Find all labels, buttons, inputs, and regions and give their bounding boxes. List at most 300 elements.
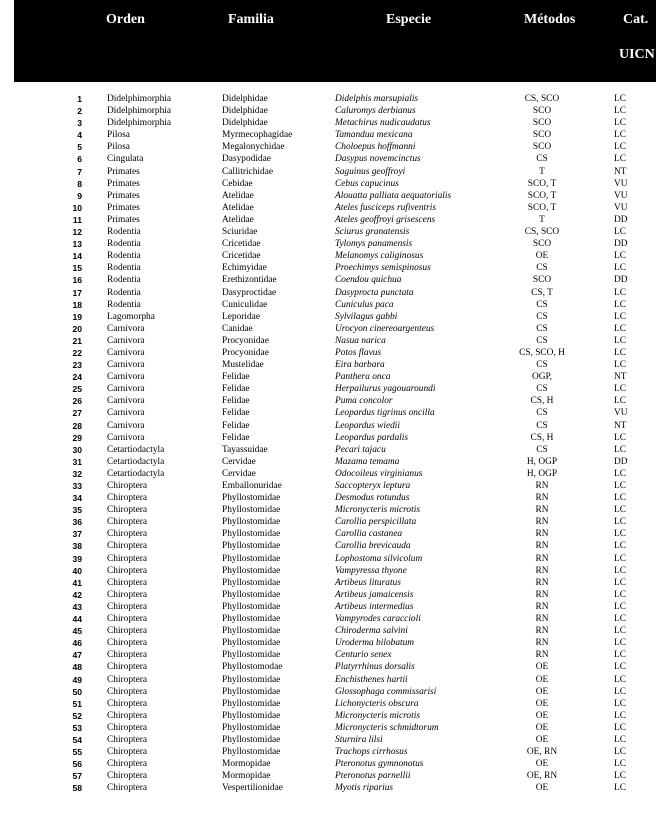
table-body <box>0 93 656 794</box>
table-row <box>0 601 656 613</box>
cell-orden: Chiroptera <box>107 626 148 637</box>
row-number: 5 <box>77 142 82 153</box>
row-number: 22 <box>72 347 82 358</box>
cell-familia: Mormopidae <box>222 771 271 782</box>
table-row <box>0 274 656 286</box>
cell-metodos: OE <box>535 710 549 721</box>
cell-orden: Chiroptera <box>107 747 148 758</box>
table-row <box>0 565 656 577</box>
table-row <box>0 782 656 794</box>
cell-metodos: OE <box>535 674 549 685</box>
cell-cat: LC <box>614 601 626 612</box>
cell-cat: VU <box>614 408 628 419</box>
header-uicn: UICN <box>619 47 655 62</box>
cell-cat: LC <box>614 722 626 733</box>
cell-especie: Carollia castanea <box>335 529 403 540</box>
cell-orden: Chiroptera <box>107 517 148 528</box>
cell-especie: Micronycteris microtis <box>335 505 420 516</box>
cell-metodos: OE, RN <box>526 747 558 758</box>
row-number: 45 <box>72 626 82 637</box>
cell-metodos: RN <box>535 626 549 637</box>
cell-especie: Lichonycteris obscura <box>335 698 419 709</box>
cell-especie: Carollia brevicauda <box>335 541 411 552</box>
row-number: 48 <box>72 662 82 673</box>
cell-orden: Carnivora <box>107 420 145 431</box>
cell-familia: Phyllostomidae <box>222 517 281 528</box>
row-number: 24 <box>72 372 82 383</box>
row-number: 8 <box>77 178 82 189</box>
cell-especie: Caluromys derbianus <box>335 106 416 117</box>
cell-especie: Tamandua mexicana <box>335 130 413 141</box>
cell-cat: LC <box>614 771 626 782</box>
cell-metodos: OE <box>535 251 549 262</box>
cell-especie: Puma concolor <box>335 396 393 407</box>
table-row <box>0 456 656 468</box>
cell-orden: Carnivora <box>107 372 145 383</box>
cell-especie: Tylomys panamensis <box>335 239 413 250</box>
cell-familia: Felidae <box>222 432 250 443</box>
cell-metodos: CS <box>536 444 548 455</box>
cell-cat: LC <box>614 553 626 564</box>
table-row <box>0 250 656 262</box>
cell-especie: Sylvilagus gabbi <box>335 311 398 322</box>
cell-metodos: RN <box>535 481 549 491</box>
cell-metodos: RN <box>535 541 549 552</box>
cell-familia: Phyllostomidae <box>222 493 281 504</box>
table-row <box>0 323 656 335</box>
row-number: 1 <box>77 94 82 104</box>
cell-familia: Didelphidae <box>222 106 268 117</box>
cell-cat: LC <box>614 626 626 637</box>
row-number: 13 <box>72 239 82 250</box>
cell-cat: LC <box>614 565 626 576</box>
cell-especie: Ateles fusciceps rufiventris <box>335 202 437 213</box>
cell-orden: Chiroptera <box>107 710 148 721</box>
cell-familia: Dasyproctidae <box>222 287 277 298</box>
cell-cat: LC <box>614 118 626 129</box>
table-row <box>0 468 656 480</box>
table-row <box>0 395 656 407</box>
cell-metodos: OE <box>535 662 549 673</box>
cell-especie: Dasyprocta punctata <box>335 287 414 298</box>
cell-familia: Phyllostomidae <box>222 674 281 685</box>
cell-metodos: CS <box>536 408 548 419</box>
cell-especie: Coendou quichua <box>335 275 402 286</box>
cell-orden: Rodentia <box>107 263 141 274</box>
cell-metodos: OGP, <box>531 372 553 383</box>
cell-especie: Uroderma bilobatum <box>335 638 415 649</box>
cell-familia: Felidae <box>222 408 250 419</box>
table-row <box>0 407 656 419</box>
row-number: 57 <box>72 771 82 782</box>
cell-orden: Carnivora <box>107 432 145 443</box>
row-number: 18 <box>72 299 82 310</box>
cell-cat: LC <box>614 142 626 153</box>
row-number: 32 <box>72 468 82 479</box>
row-number: 3 <box>77 118 82 129</box>
cell-familia: Phyllostomidae <box>222 565 281 576</box>
cell-orden: Chiroptera <box>107 529 148 540</box>
cell-familia: Phyllostomidae <box>222 650 281 661</box>
row-number: 50 <box>72 686 82 697</box>
cell-orden: Rodentia <box>107 287 141 298</box>
table-row <box>0 625 656 637</box>
cell-familia: Phyllostomodae <box>222 662 283 673</box>
table-row <box>0 105 656 117</box>
row-number: 19 <box>72 311 82 322</box>
table-row <box>0 202 656 214</box>
cell-cat: NT <box>614 372 627 383</box>
cell-cat: LC <box>614 432 626 443</box>
table-row <box>0 674 656 686</box>
cell-orden: Chiroptera <box>107 505 148 516</box>
cell-cat: NT <box>614 420 627 431</box>
cell-cat: LC <box>614 759 626 770</box>
cell-cat: LC <box>614 589 626 600</box>
cell-orden: Primates <box>107 166 140 177</box>
row-number: 36 <box>72 517 82 528</box>
cell-metodos: CS <box>536 263 548 274</box>
cell-familia: Cricetidae <box>222 239 261 250</box>
cell-metodos: SCO, T <box>527 178 557 189</box>
row-number: 11 <box>72 214 82 225</box>
cell-familia: Phyllostomidae <box>222 589 281 600</box>
header-metodos: Métodos <box>524 12 576 27</box>
cell-familia: Felidae <box>222 384 250 395</box>
cell-cat: DD <box>614 275 628 286</box>
cell-familia: Megalonychidae <box>222 142 285 153</box>
cell-especie: Cebus capucinus <box>335 178 399 189</box>
cell-metodos: RN <box>535 517 549 528</box>
table-row <box>0 589 656 601</box>
cell-familia: Atelidae <box>222 190 254 201</box>
cell-familia: Procyonidae <box>222 347 269 358</box>
cell-especie: Urocyon cinereoargenteus <box>335 323 435 334</box>
cell-familia: Phyllostomidae <box>222 553 281 564</box>
cell-cat: LC <box>614 94 626 104</box>
cell-metodos: CS <box>536 299 548 310</box>
cell-orden: Chiroptera <box>107 674 148 685</box>
cell-orden: Chiroptera <box>107 601 148 612</box>
row-number: 7 <box>77 166 82 177</box>
cell-orden: Chiroptera <box>107 577 148 588</box>
cell-especie: Artibeus lituratus <box>335 577 401 588</box>
cell-cat: LC <box>614 541 626 552</box>
cell-orden: Chiroptera <box>107 783 148 794</box>
cell-especie: Leopardus wiedii <box>335 420 401 431</box>
cell-metodos: RN <box>535 650 549 661</box>
row-number: 58 <box>72 783 82 794</box>
table-row <box>0 166 656 178</box>
cell-especie: Pteronotus gymnonotus <box>335 759 424 770</box>
cell-familia: Echimyidae <box>222 263 267 274</box>
table-row <box>0 770 656 782</box>
table-row <box>0 444 656 456</box>
cell-cat: LC <box>614 686 626 697</box>
cell-especie: Odocoileus virginianus <box>335 468 423 479</box>
cell-especie: Eira barbara <box>335 360 385 371</box>
table-row <box>0 734 656 746</box>
cell-familia: Emballonuridae <box>222 481 282 491</box>
cell-familia: Sciuridae <box>222 227 258 238</box>
cell-especie: Enchisthenes hartii <box>335 674 408 685</box>
cell-familia: Mormopidae <box>222 759 271 770</box>
cell-familia: Felidae <box>222 396 250 407</box>
cell-familia: Tayassuidae <box>222 444 268 455</box>
cell-orden: Chiroptera <box>107 759 148 770</box>
cell-especie: Lophostoma silvicolum <box>335 553 423 564</box>
row-number: 56 <box>72 759 82 770</box>
cell-especie: Ateles geoffroyi grisescens <box>335 214 436 225</box>
cell-orden: Carnivora <box>107 323 145 334</box>
cell-especie: Metachirus nudicaudatus <box>335 118 431 129</box>
table-row <box>0 371 656 383</box>
cell-cat: LC <box>614 263 626 274</box>
cell-cat: LC <box>614 154 626 165</box>
table-row <box>0 698 656 710</box>
cell-cat: VU <box>614 190 628 201</box>
cell-metodos: OE <box>535 783 549 794</box>
header-orden: Orden <box>106 12 145 27</box>
table-row <box>0 214 656 226</box>
row-number: 27 <box>72 408 82 419</box>
table-row <box>0 553 656 565</box>
cell-especie: Glossophaga commissarisi <box>335 686 437 697</box>
cell-familia: Didelphidae <box>222 118 268 129</box>
cell-cat: LC <box>614 335 626 346</box>
cell-orden: Didelphimorphia <box>107 118 172 129</box>
cell-familia: Phyllostomidae <box>222 638 281 649</box>
cell-cat: NT <box>614 166 627 177</box>
cell-especie: Saccopteryx leptura <box>335 481 411 491</box>
cell-especie: Sturnira lilsi <box>335 734 383 745</box>
cell-familia: Cricetidae <box>222 251 261 262</box>
cell-especie: Trachops cirrhosus <box>335 747 408 758</box>
cell-orden: Primates <box>107 214 140 225</box>
cell-cat: LC <box>614 493 626 504</box>
row-number: 37 <box>72 529 82 540</box>
cell-cat: LC <box>614 614 626 625</box>
cell-orden: Carnivora <box>107 384 145 395</box>
cell-familia: Leporidae <box>222 311 260 322</box>
table-row <box>0 649 656 661</box>
cell-familia: Atelidae <box>222 202 254 213</box>
cell-familia: Phyllostomidae <box>222 601 281 612</box>
header-familia: Familia <box>228 12 274 27</box>
row-number: 49 <box>72 674 82 685</box>
table-row <box>0 661 656 673</box>
table-row <box>0 117 656 129</box>
row-number: 40 <box>72 565 82 576</box>
cell-metodos: RN <box>535 614 549 625</box>
cell-orden: Chiroptera <box>107 771 148 782</box>
cell-orden: Cetartiodactyla <box>107 456 165 467</box>
cell-metodos: RN <box>535 493 549 504</box>
table-row <box>0 432 656 444</box>
row-number: 41 <box>72 577 82 588</box>
table-row <box>0 262 656 274</box>
cell-cat: LC <box>614 734 626 745</box>
cell-cat: LC <box>614 517 626 528</box>
cell-especie: Carollia perspicillata <box>335 517 417 528</box>
row-number: 16 <box>72 275 82 286</box>
cell-especie: Leopardus pardalis <box>335 432 409 443</box>
cell-especie: Chiroderma salvini <box>335 626 408 637</box>
row-number: 44 <box>72 614 82 625</box>
cell-metodos: SCO <box>532 118 552 129</box>
cell-orden: Chiroptera <box>107 722 148 733</box>
table-row <box>0 686 656 698</box>
cell-cat: LC <box>614 396 626 407</box>
cell-metodos: SCO <box>532 142 552 153</box>
cell-especie: Vampyressa thyone <box>335 565 407 576</box>
table-row <box>0 359 656 371</box>
row-number: 38 <box>72 541 82 552</box>
table-row <box>0 347 656 359</box>
row-number: 29 <box>72 432 82 443</box>
table-row <box>0 383 656 395</box>
cell-familia: Procyonidae <box>222 335 269 346</box>
cell-especie: Artibeus jamaicensis <box>335 589 414 600</box>
row-number: 51 <box>72 698 82 709</box>
table-row <box>0 226 656 238</box>
cell-cat: LC <box>614 638 626 649</box>
cell-cat: LC <box>614 468 626 479</box>
row-number: 39 <box>72 553 82 564</box>
row-number: 35 <box>72 505 82 516</box>
cell-orden: Rodentia <box>107 227 141 238</box>
cell-orden: Chiroptera <box>107 638 148 649</box>
cell-cat: LC <box>614 505 626 516</box>
cell-cat: LC <box>614 481 626 491</box>
cell-cat: VU <box>614 178 628 189</box>
row-number: 14 <box>72 251 82 262</box>
cell-familia: Felidae <box>222 420 250 431</box>
cell-familia: Phyllostomidae <box>222 626 281 637</box>
cell-orden: Primates <box>107 190 140 201</box>
cell-orden: Chiroptera <box>107 481 148 491</box>
table-row <box>0 540 656 552</box>
cell-orden: Cetartiodactyla <box>107 468 165 479</box>
cell-familia: Felidae <box>222 372 250 383</box>
table-row <box>0 613 656 625</box>
table-row <box>0 420 656 432</box>
cell-orden: Carnivora <box>107 347 145 358</box>
table-row <box>0 722 656 734</box>
row-number: 31 <box>72 456 82 467</box>
cell-metodos: CS <box>536 311 548 322</box>
cell-metodos: CS, H <box>530 396 554 407</box>
cell-orden: Rodentia <box>107 251 141 262</box>
cell-familia: Phyllostomidae <box>222 541 281 552</box>
cell-orden: Carnivora <box>107 408 145 419</box>
cell-familia: Phyllostomidae <box>222 614 281 625</box>
cell-orden: Primates <box>107 202 140 213</box>
cell-metodos: OE <box>535 722 549 733</box>
cell-orden: Cingulata <box>107 154 144 165</box>
cell-metodos: OE <box>535 734 549 745</box>
cell-familia: Phyllostomidae <box>222 710 281 721</box>
cell-orden: Didelphimorphia <box>107 106 172 117</box>
cell-orden: Rodentia <box>107 239 141 250</box>
cell-cat: LC <box>614 747 626 758</box>
table-row <box>0 311 656 323</box>
cell-especie: Saguinus geoffroyi <box>335 166 406 177</box>
cell-especie: Potos flavus <box>335 347 382 358</box>
cell-metodos: CS, SCO <box>524 94 560 104</box>
table-row <box>0 758 656 770</box>
table-row <box>0 238 656 250</box>
header-cat: Cat. <box>623 12 649 27</box>
cell-metodos: OE <box>535 686 549 697</box>
cell-metodos: CS, SCO, H <box>519 347 565 358</box>
cell-orden: Chiroptera <box>107 614 148 625</box>
table-row <box>0 129 656 141</box>
row-number: 6 <box>77 154 82 165</box>
cell-familia: Phyllostomidae <box>222 698 281 709</box>
cell-cat: VU <box>614 202 628 213</box>
cell-especie: Artibeus intermedius <box>335 601 414 612</box>
cell-cat: LC <box>614 662 626 673</box>
row-number: 34 <box>72 493 82 504</box>
cell-orden: Chiroptera <box>107 686 148 697</box>
cell-metodos: SCO <box>532 239 552 250</box>
row-number: 53 <box>72 722 82 733</box>
cell-cat: DD <box>614 456 628 467</box>
cell-cat: LC <box>614 360 626 371</box>
cell-familia: Cervidae <box>222 468 256 479</box>
cell-cat: LC <box>614 287 626 298</box>
cell-metodos: CS, SCO <box>524 227 560 238</box>
cell-especie: Vampyrodes caraccioli <box>335 614 421 625</box>
row-number: 43 <box>72 601 82 612</box>
table-row <box>0 190 656 202</box>
cell-cat: LC <box>614 444 626 455</box>
table-row <box>0 299 656 311</box>
table-header <box>14 0 656 82</box>
header-especie: Especie <box>386 12 432 27</box>
cell-cat: LC <box>614 698 626 709</box>
cell-familia: Cuniculidae <box>222 299 268 310</box>
cell-metodos: T <box>539 214 545 225</box>
cell-especie: Micronycteris schmidtorum <box>335 722 439 733</box>
row-number: 33 <box>72 481 82 491</box>
cell-cat: LC <box>614 674 626 685</box>
cell-familia: Canidae <box>222 323 253 334</box>
cell-orden: Chiroptera <box>107 589 148 600</box>
cell-metodos: CS <box>536 384 548 395</box>
table-row <box>0 287 656 299</box>
cell-metodos: SCO, T <box>527 202 557 213</box>
cell-cat: LC <box>614 650 626 661</box>
table-row <box>0 93 656 105</box>
table-row <box>0 637 656 649</box>
cell-especie: Cuniculus paca <box>335 299 394 310</box>
cell-metodos: CS <box>536 360 548 371</box>
cell-cat: LC <box>614 130 626 141</box>
cell-cat: LC <box>614 384 626 395</box>
cell-orden: Chiroptera <box>107 493 148 504</box>
cell-especie: Pecari tajacu <box>335 444 386 455</box>
cell-familia: Phyllostomidae <box>222 529 281 540</box>
row-number: 25 <box>72 384 82 395</box>
table-row <box>0 492 656 504</box>
table-row <box>0 516 656 528</box>
cell-familia: Phyllostomidae <box>222 686 281 697</box>
cell-metodos: CS <box>536 323 548 334</box>
cell-orden: Carnivora <box>107 396 145 407</box>
cell-cat: DD <box>614 239 628 250</box>
